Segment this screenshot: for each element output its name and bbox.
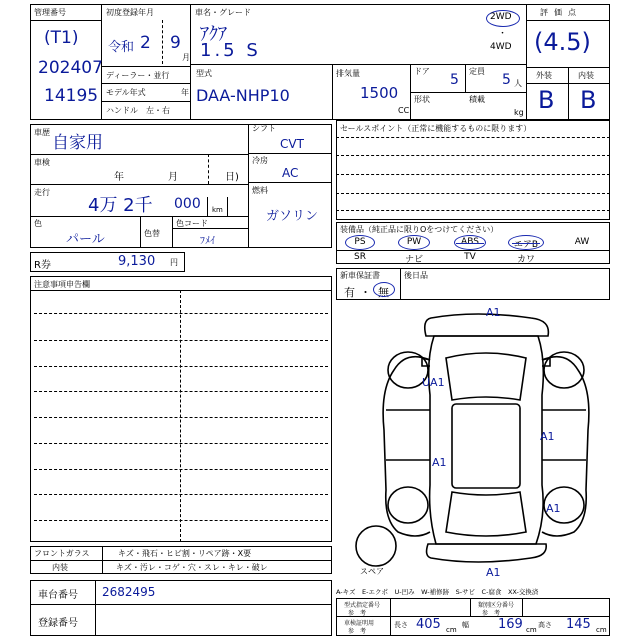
fuel-label: 燃料 — [252, 186, 268, 195]
damage-mark-left-rear: A1 — [432, 456, 447, 469]
drive-4wd: 4WD — [490, 42, 512, 52]
notes-line — [34, 366, 328, 367]
capacity-unit: 人 — [514, 79, 522, 88]
height-label: 高さ — [538, 621, 552, 629]
mileage-value: 4万 2千 — [88, 195, 153, 216]
color-change-label: 色替 — [144, 229, 160, 238]
reg-era: 令和 — [108, 40, 135, 55]
chassis-value: 2682495 — [102, 585, 156, 599]
damage-mark-right-door: A1 — [540, 430, 555, 443]
divider — [30, 20, 101, 21]
header-frame — [30, 4, 610, 120]
divider — [30, 290, 332, 291]
capacity-label: 定員 — [469, 67, 485, 76]
sales-line — [336, 137, 610, 138]
ac-label: 冷房 — [252, 156, 268, 165]
cert-label: 車検証明用 — [344, 620, 375, 627]
divider — [526, 20, 610, 21]
fuel-value: ガソリン — [266, 209, 319, 224]
sales-line — [336, 155, 610, 156]
rtax-unit: 円 — [170, 258, 178, 267]
mgmt-line1: (T1) — [44, 28, 79, 48]
reg-month-unit: 月 — [182, 53, 190, 62]
dealer-label: ディーラー・並行 — [106, 71, 170, 80]
model-year-label: モデル年式 — [106, 88, 146, 97]
exterior-label: 外装 — [536, 71, 552, 80]
divider — [470, 598, 471, 616]
car-diagram — [336, 300, 610, 580]
divider — [101, 101, 190, 102]
divider — [30, 184, 248, 185]
warranty-dot: ・ — [360, 286, 371, 299]
divider — [190, 4, 191, 120]
divider — [30, 560, 332, 561]
sales-frame — [336, 120, 610, 220]
type-spec-label: 型式指定番号 — [344, 602, 381, 609]
divider — [30, 154, 248, 155]
shift-label: シフト — [252, 124, 276, 133]
shape-label: 形状 — [414, 95, 430, 104]
handle-label: ハンドル 左・右 — [106, 106, 170, 115]
reg-year: 2 — [140, 33, 151, 53]
warranty-circle — [373, 282, 395, 297]
mileage-label: 走行 — [34, 188, 50, 197]
usage-value: 自家用 — [52, 133, 103, 153]
notes-line — [34, 520, 328, 521]
exterior-grade: B — [538, 86, 555, 114]
load-label: 積載 — [469, 95, 485, 104]
warranty-label: 新車保証書 — [340, 271, 380, 280]
divider — [207, 197, 208, 216]
door-value: 5 — [450, 72, 459, 88]
notes-line — [34, 443, 328, 444]
color-label: 色 — [34, 219, 42, 228]
type-label: 型式 — [196, 69, 212, 78]
equip-aw: AW — [574, 237, 590, 247]
divider — [227, 197, 228, 216]
warranty-yes: 有 — [344, 286, 355, 299]
equip-tv: TV — [464, 252, 476, 262]
front-glass-label: フロントガラス — [34, 549, 90, 558]
damage-mark-front: A1 — [486, 306, 501, 319]
notes-line — [34, 469, 328, 470]
divider — [248, 153, 332, 154]
width-unit: cm — [526, 626, 537, 634]
notes-frame — [30, 276, 332, 542]
displacement-unit: CC — [398, 106, 410, 115]
reg-label: 初度登録年月 — [106, 8, 154, 17]
divider — [140, 216, 141, 248]
equip-circle — [345, 235, 375, 250]
door-label: ドア — [414, 67, 430, 76]
ac-value: AC — [282, 166, 299, 180]
inspection-day-unit: 日) — [225, 172, 239, 183]
width-value: 169 — [498, 617, 523, 632]
divider — [190, 64, 526, 65]
divider — [101, 83, 190, 84]
load-unit: kg — [514, 108, 524, 117]
height-value: 145 — [566, 617, 591, 632]
damage-mark-left-front: UA1 — [422, 376, 445, 389]
divider — [101, 66, 190, 67]
equip-abs: ABS — [461, 237, 479, 247]
notes-line — [34, 494, 328, 495]
divider — [465, 64, 466, 92]
equip-circle — [398, 235, 430, 250]
divider — [248, 182, 332, 183]
drive-2wd: 2WD — [490, 12, 512, 22]
usage-label: 車歴 — [34, 128, 50, 137]
type-spec-sub: 参 考 — [348, 610, 367, 617]
model-year-unit: 年 — [181, 88, 189, 97]
rtax-value: 9,130 — [118, 254, 156, 269]
car-grade: 1.5 S — [200, 40, 261, 61]
regno-label: 登録番号 — [38, 618, 78, 629]
damage-mark-rear: A1 — [486, 566, 501, 579]
front-glass-text: キズ・飛石・ヒビ割・リペア跡・X要 — [118, 549, 252, 558]
divider — [410, 92, 526, 93]
warranty-no: 無 — [378, 286, 389, 299]
length-unit: cm — [446, 626, 457, 634]
mileage-unit: km — [212, 206, 223, 214]
mileage-rest: 000 — [174, 196, 201, 212]
displacement-label: 排気量 — [336, 69, 360, 78]
reg-month: 9 — [170, 33, 181, 53]
sales-title: セールスポイント（正常に機能するものに限ります） — [340, 124, 532, 133]
cert-sub: 参 考 — [348, 628, 367, 635]
shift-value: CVT — [280, 137, 304, 151]
notes-line — [34, 340, 328, 341]
equip-leather: カワ — [516, 255, 535, 265]
divider — [400, 268, 401, 300]
interior-label: 内装 — [578, 71, 594, 80]
car-name: ｱｸｱ — [200, 24, 227, 45]
mgmt-label: 管理番号 — [34, 8, 66, 17]
displacement-value: 1500 — [360, 84, 399, 102]
equip-sr: SR — [354, 252, 366, 262]
divider — [180, 290, 181, 542]
strike — [456, 243, 484, 244]
inspection-year-unit: 年 — [114, 172, 124, 183]
color-code-value: ﾌﾒｲ — [200, 236, 215, 247]
damage-legend: A-キズ E-エクボ U-凹み W-補修跡 S-サビ C-腐食 XX-交換済 — [336, 588, 539, 596]
equipment-title: 装備品（純正品に限りOをつけてください） — [340, 225, 499, 234]
class-sub: 参 考 — [482, 610, 501, 617]
class-label: 類別区分番号 — [478, 602, 515, 609]
sales-line — [336, 210, 610, 211]
divider — [522, 598, 523, 616]
length-value: 405 — [416, 617, 441, 632]
divider — [248, 124, 249, 248]
rtax-frame — [30, 252, 185, 272]
divider — [390, 598, 391, 636]
color-value: パール — [66, 232, 105, 247]
notes-line — [34, 313, 328, 314]
spare-label: スペア — [360, 567, 384, 576]
import-label: 後日品 — [404, 271, 428, 280]
chassis-label: 車台番号 — [38, 590, 78, 601]
car-label: 車名・グレード — [195, 8, 251, 17]
interior-grade: B — [580, 86, 597, 114]
divider — [30, 604, 332, 605]
notes-line — [34, 391, 328, 392]
interior-bottom-text: キズ・汚レ・コゲ・穴・スレ・キレ・破レ — [116, 563, 268, 572]
equip-ps: PS — [354, 237, 366, 247]
mgmt-line2: 202407 — [38, 58, 103, 78]
sales-line — [336, 174, 610, 175]
eval-label: 評価点 — [540, 8, 582, 17]
equip-navi: ナビ — [404, 255, 423, 265]
sales-line — [336, 193, 610, 194]
capacity-value: 5 — [502, 72, 511, 88]
interior-bottom-label: 内装 — [52, 563, 68, 572]
length-label: 長さ — [394, 621, 408, 629]
divider — [162, 20, 163, 64]
divider — [172, 216, 173, 248]
divider — [568, 67, 569, 120]
divider — [336, 250, 610, 251]
height-unit: cm — [596, 626, 607, 634]
eval-score: (4.5) — [534, 28, 591, 56]
equip-pw: PW — [406, 237, 422, 247]
divider — [332, 64, 333, 120]
mgmt-line3: 14195 — [44, 86, 99, 106]
color-code-label: 色コード — [176, 219, 208, 228]
notes-line — [34, 417, 328, 418]
strike — [512, 243, 540, 244]
notes-title: 注意事項申告欄 — [34, 280, 90, 289]
inspection-label: 車検 — [34, 158, 50, 167]
divider — [95, 580, 96, 636]
divider — [208, 154, 209, 184]
divider — [526, 4, 527, 120]
damage-mark-right-rear: A1 — [546, 502, 561, 515]
drive-dot: ・ — [498, 29, 508, 39]
width-label: 幅 — [462, 621, 469, 629]
inspection-month-unit: 月 — [168, 172, 178, 183]
rtax-label: R券 — [34, 260, 51, 271]
equip-airbag: エアB — [513, 240, 539, 250]
type-value: DAA-NHP10 — [196, 86, 290, 105]
